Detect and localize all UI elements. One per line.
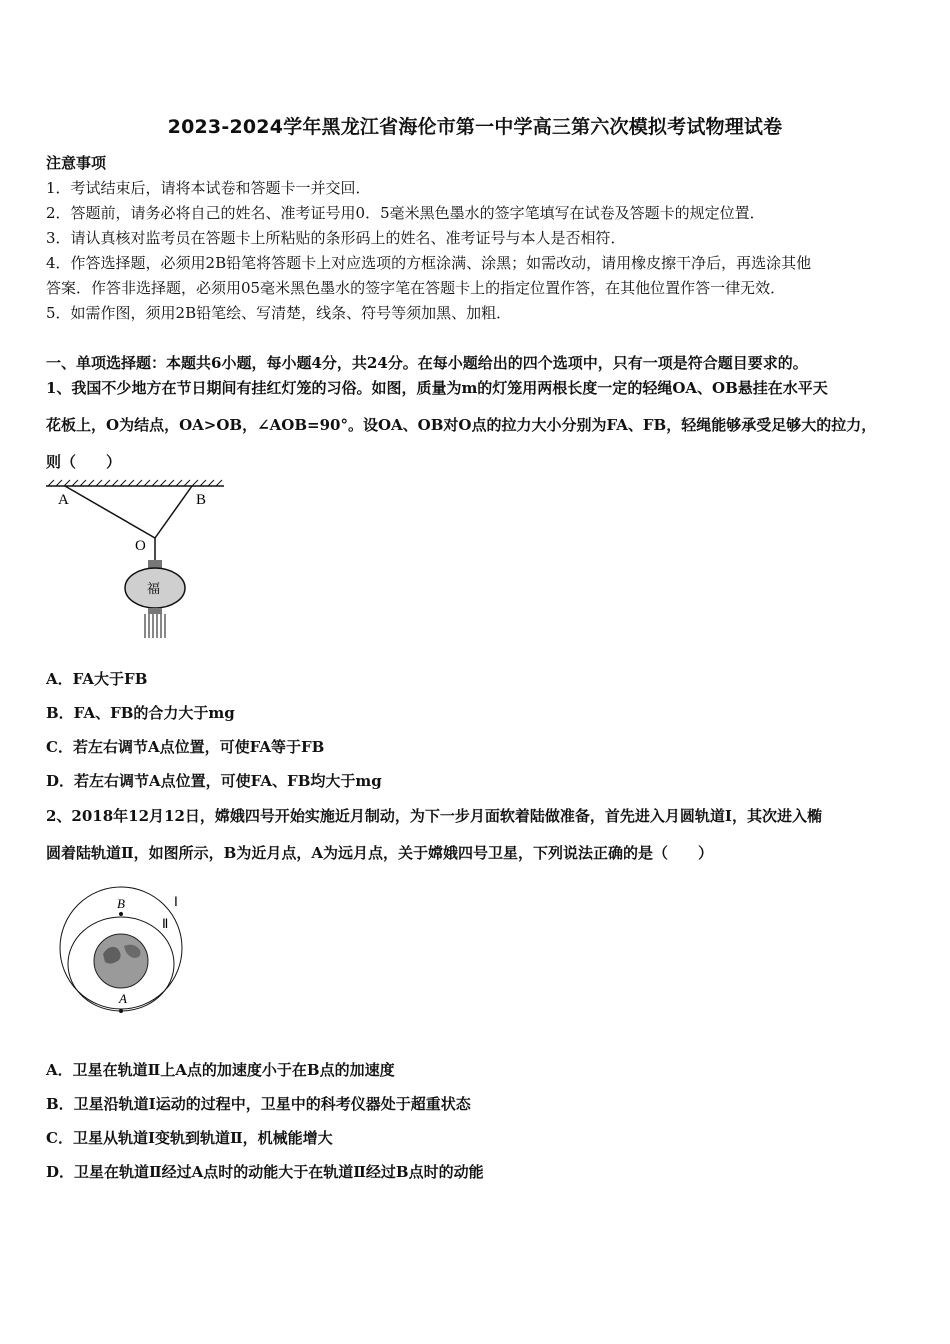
point-a [119, 1009, 123, 1013]
question-1-text: 1、我国不少地方在节日期间有挂红灯笼的习俗。如图，质量为m的灯笼用两根长度一定的轻绳OA、OB悬挂在水平天 [46, 379, 828, 397]
section-heading: 一、单项选择题：本题共6小题，每小题4分，共24分。在每小题给出的四个选项中，只有一项是符合题目要求的。 [46, 354, 808, 372]
notice-item: 答案．作答非选择题，必须用05毫米黑色墨水的签字笔在答题卡上的指定位置作答，在其他位置作答一律无效． [46, 279, 786, 297]
lantern-character: 福 [147, 582, 161, 597]
point-b [119, 912, 123, 916]
notice-item: 3．请认真核对监考员在答题卡上所粘贴的条形码上的姓名、准考证号与本人是否相符． [46, 229, 626, 247]
page-title: 2023-2024学年黑龙江省海伦市第一中学高三第六次模拟考试物理试卷 [167, 116, 783, 138]
label-b: B [196, 492, 207, 508]
moon-icon [94, 934, 148, 988]
notice-item: 2．答题前，请务必将自己的姓名、准考证号用0．5毫米黑色墨水的签字笔填写在试卷及答题卡的规定位置． [46, 204, 765, 222]
lantern-figure [40, 478, 240, 643]
lantern-cap [148, 560, 162, 568]
rope-ob [155, 486, 192, 538]
notice-item: 5．如需作图，须用2B铅笔绘、写清楚，线条、符号等须加黑、加粗． [46, 304, 512, 322]
label-a: A [119, 991, 127, 1006]
ceiling-hatch [48, 480, 222, 486]
q2-option-b: B．卫星沿轨道Ⅰ运动的过程中，卫星中的科考仪器处于超重状态 [46, 1095, 471, 1113]
notice-item: 1．考试结束后，请将本试卷和答题卡一并交回． [46, 179, 371, 197]
q2-option-d: D．卫星在轨道Ⅱ经过A点时的动能大于在轨道Ⅱ经过B点时的动能 [46, 1163, 484, 1181]
question-1-text: 则（ ） [46, 453, 122, 471]
label-orbit-2: Ⅱ [162, 916, 169, 931]
q2-option-a: A．卫星在轨道Ⅱ上A点的加速度小于在B点的加速度 [46, 1061, 395, 1079]
q2-option-c: C．卫星从轨道Ⅰ变轨到轨道Ⅱ，机械能增大 [46, 1129, 333, 1147]
label-a: A [58, 492, 69, 508]
q1-option-d: D．若左右调节A点位置，可使FA、FB均大于mg [46, 772, 382, 790]
q1-option-b: B．FA、FB的合力大于mg [46, 704, 235, 722]
lantern-tassel [145, 614, 165, 638]
question-1-text: 花板上，O为结点，OA>OB，∠AOB=90°。设OA、OB对O点的拉力大小分别为FA、FB，轻绳能够承受足够大的拉力， [46, 416, 877, 434]
q1-option-a: A．FA大于FB [46, 670, 148, 688]
lantern-bottom [148, 608, 162, 614]
label-orbit-1: Ⅰ [174, 894, 178, 909]
question-2-text: 圆着陆轨道Ⅱ，如图所示，B为近月点，A为远月点，关于嫦娥四号卫星，下列说法正确的是（ ） [46, 844, 713, 862]
rope-oa [65, 486, 155, 538]
orbit-figure [58, 884, 208, 1024]
q1-option-c: C．若左右调节A点位置，可使FA等于FB [46, 738, 325, 756]
label-b: B [117, 896, 125, 911]
question-2-text: 2、2018年12月12日，嫦娥四号开始实施近月制动，为下一步月面软着陆做准备，首先进入月圆轨道Ⅰ，其次进入椭 [46, 807, 822, 825]
notice-item: 4．作答选择题，必须用2B铅笔将答题卡上对应选项的方框涂满、涂黑；如需改动，请用橡皮擦干净后，再选涂其他 [46, 254, 812, 272]
label-o: O [135, 538, 146, 554]
notice-heading: 注意事项 [46, 154, 107, 172]
